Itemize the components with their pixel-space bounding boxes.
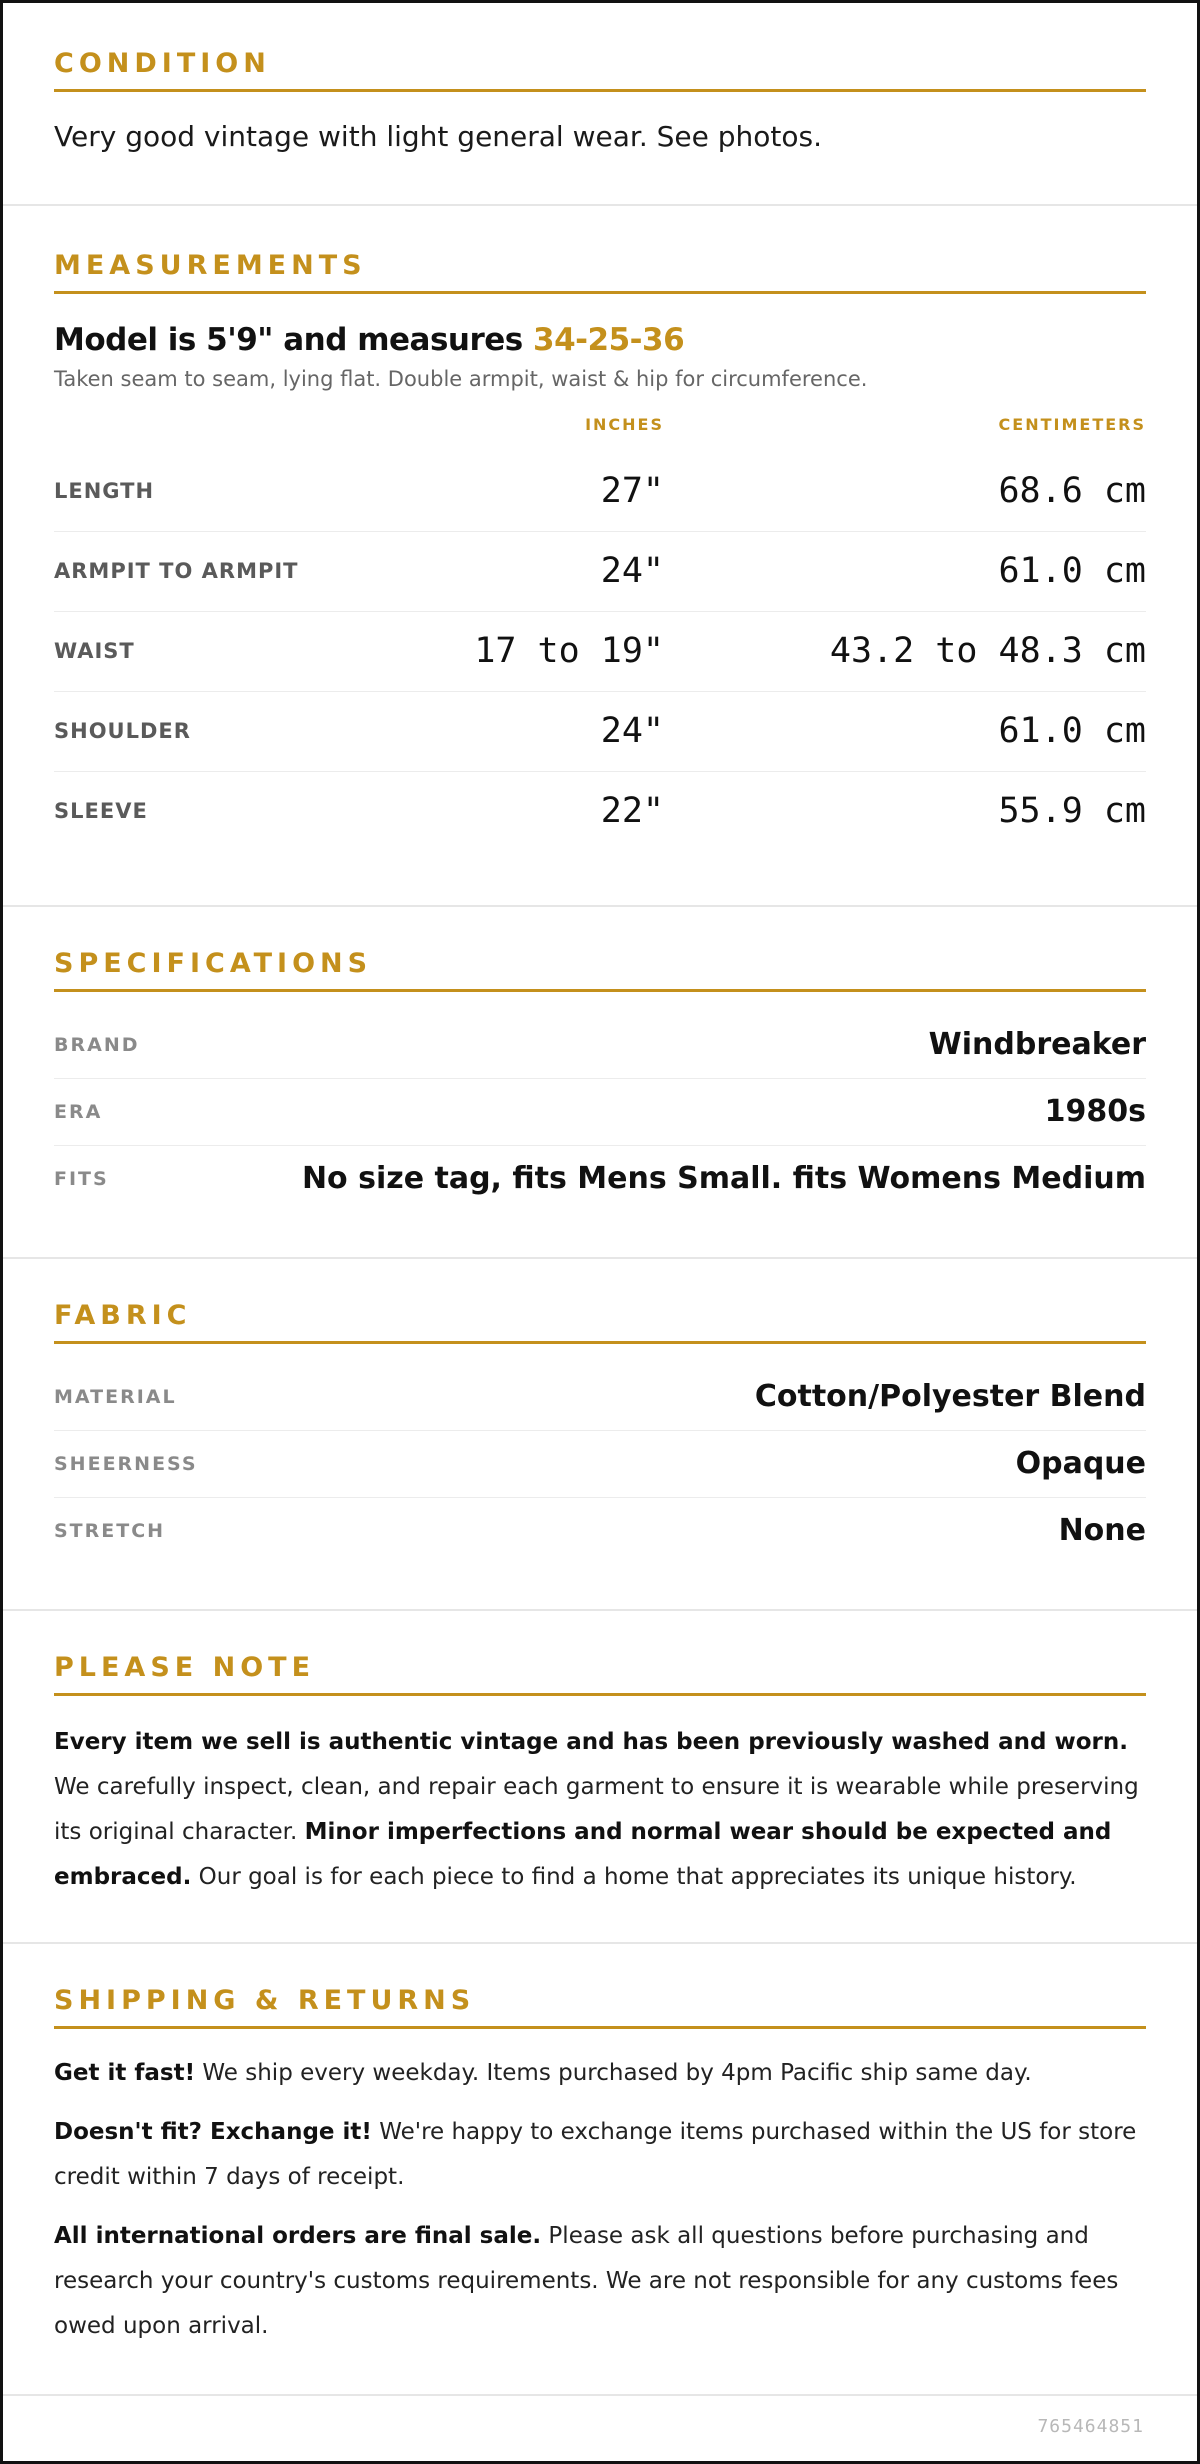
fabric-label: MATERIAL xyxy=(54,1385,177,1408)
fabric-label: STRETCH xyxy=(54,1519,166,1542)
note-bold-2: Minor imperfections and normal wear should be expected and embraced. xyxy=(54,1818,1112,1890)
exchange-paragraph xyxy=(54,2110,1146,2200)
table-row xyxy=(54,772,1146,851)
measurement-cm: 55.9 cm xyxy=(998,791,1146,832)
model-measurements xyxy=(54,322,1146,359)
measurement-inches: 17 to 19" xyxy=(474,631,664,672)
measurement-inches: 24" xyxy=(600,711,664,752)
spec-value: No size tag, fits Mens Small. fits Womens Medium xyxy=(301,1161,1146,1197)
shipping-returns-section xyxy=(3,1944,1197,2396)
list-item xyxy=(54,1146,1146,1212)
specifications-heading: SPECIFICATIONS xyxy=(54,949,1146,992)
measurement-label: ARMPIT TO ARMPIT xyxy=(54,559,299,584)
fabric-value: Opaque xyxy=(1015,1446,1146,1482)
shipping-heading: SHIPPING & RETURNS xyxy=(54,1986,1146,2029)
spec-label: ERA xyxy=(54,1100,103,1123)
measurements-heading: MEASUREMENTS xyxy=(54,251,1146,294)
measurement-label: SLEEVE xyxy=(54,799,148,824)
condition-text: Very good vintage with light general wear. See photos. xyxy=(54,119,823,153)
note-bold-1: Every item we sell is authentic vintage and has been previously washed and worn. xyxy=(54,1728,1128,1755)
specifications-list xyxy=(54,1012,1146,1212)
measurements-table xyxy=(54,452,1146,851)
please-note-text xyxy=(54,1720,1146,1900)
list-item xyxy=(54,1431,1146,1498)
item-id: 765464851 xyxy=(1037,2416,1144,2437)
condition-heading: CONDITION xyxy=(54,49,1146,92)
table-row xyxy=(54,692,1146,772)
shipping-paragraph xyxy=(54,2051,1146,2096)
international-body: Please ask all questions before purchasing and research your country's customs requirements. We are not responsible for any customs fees owed upon arrival. xyxy=(54,2222,1119,2339)
measurement-inches: 22" xyxy=(600,791,664,832)
spec-label: BRAND xyxy=(54,1033,140,1056)
measurement-cm: 43.2 to 48.3 cm xyxy=(829,631,1146,672)
please-note-section xyxy=(3,1611,1197,1944)
centimeters-column-header: CENTIMETERS xyxy=(998,415,1146,435)
measurement-cm: 61.0 cm xyxy=(998,551,1146,592)
condition-section xyxy=(3,3,1197,206)
exchange-bold: Doesn't fit? Exchange it! xyxy=(54,2118,372,2145)
list-item xyxy=(54,1079,1146,1146)
list-item xyxy=(54,1012,1146,1079)
international-bold: All international orders are final sale. xyxy=(54,2222,542,2249)
fabric-list xyxy=(54,1364,1146,1564)
measurement-label: WAIST xyxy=(54,639,135,664)
measurement-label: SHOULDER xyxy=(54,719,191,744)
shipping-text xyxy=(54,2051,1146,2349)
fabric-value: Cotton/Polyester Blend xyxy=(754,1379,1146,1415)
measurement-label: LENGTH xyxy=(54,479,155,504)
spec-label: FITS xyxy=(54,1167,109,1190)
model-measures-value: 34-25-36 xyxy=(533,321,685,358)
international-paragraph xyxy=(54,2214,1146,2349)
fabric-section xyxy=(3,1259,1197,1611)
note-text-2: Our goal is for each piece to find a home that appreciates its unique history. xyxy=(191,1863,1077,1890)
fabric-value: None xyxy=(1058,1513,1146,1549)
spec-value: 1980s xyxy=(1044,1094,1146,1130)
note-text-1: We carefully inspect, clean, and repair each garment to ensure it is wearable while preserving its original character. xyxy=(54,1773,1139,1845)
fabric-label: SHEERNESS xyxy=(54,1452,198,1475)
exchange-body: We're happy to exchange items purchased within the US for store credit within 7 days of receipt. xyxy=(54,2118,1137,2190)
measurements-table-header xyxy=(54,413,1146,437)
list-item xyxy=(54,1498,1146,1564)
model-prefix: Model is 5'9" and measures xyxy=(54,321,534,358)
please-note-heading: PLEASE NOTE xyxy=(54,1653,1146,1696)
specifications-section xyxy=(3,907,1197,1259)
table-row xyxy=(54,452,1146,532)
table-row xyxy=(54,612,1146,692)
measurement-inches: 27" xyxy=(600,471,664,512)
measurements-subtitle: Taken seam to seam, lying flat. Double armpit, waist & hip for circumference. xyxy=(54,366,868,391)
shipping-body: We ship every weekday. Items purchased by 4pm Pacific ship same day. xyxy=(195,2059,1032,2086)
inches-column-header: INCHES xyxy=(585,415,664,435)
list-item xyxy=(54,1364,1146,1431)
measurements-section xyxy=(3,206,1197,907)
fabric-heading: FABRIC xyxy=(54,1301,1146,1344)
shipping-bold: Get it fast! xyxy=(54,2059,196,2086)
measurement-inches: 24" xyxy=(600,551,664,592)
measurement-cm: 61.0 cm xyxy=(998,711,1146,752)
table-row xyxy=(54,532,1146,612)
spec-value: Windbreaker xyxy=(928,1027,1146,1063)
measurement-cm: 68.6 cm xyxy=(998,471,1146,512)
